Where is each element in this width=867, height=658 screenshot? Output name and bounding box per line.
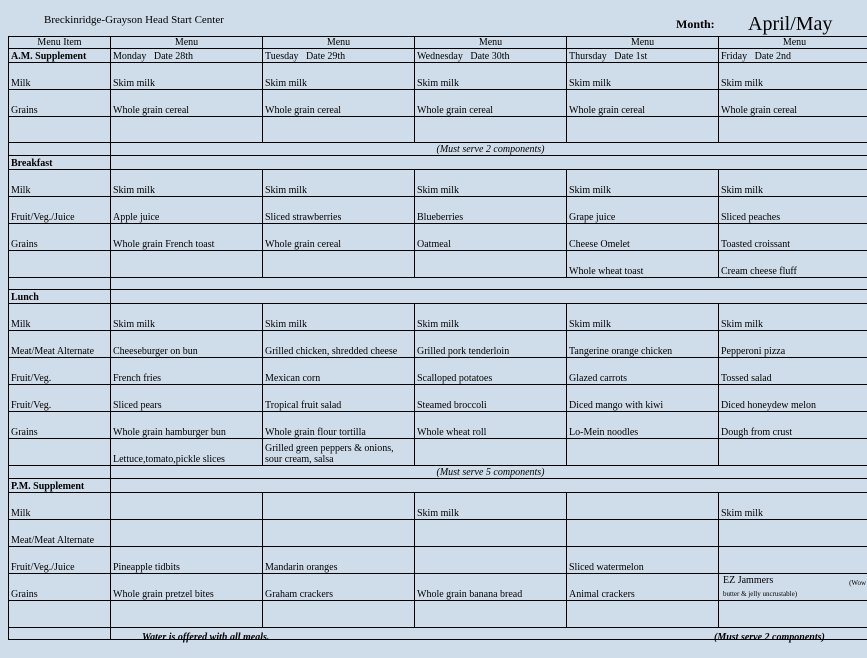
table-row	[9, 90, 867, 117]
menu-cell: Skim milk	[567, 63, 719, 90]
menu-cell: Skim milk	[567, 170, 719, 197]
section-row	[9, 290, 867, 304]
menu-cell: Whole grain cereal	[111, 90, 263, 117]
menu-cell: Skim milk	[415, 63, 567, 90]
table-row	[9, 224, 867, 251]
row-label: Fruit/Veg.	[9, 385, 111, 412]
row-label: Fruit/Veg.	[9, 358, 111, 385]
menu-cell: Lettuce,tomato,pickle slices	[111, 439, 263, 466]
menu-cell: Whole grain banana bread	[415, 574, 567, 601]
menu-cell: Toasted croissant	[719, 224, 867, 251]
menu-cell: Whole grain cereal	[263, 90, 415, 117]
menu-cell: Skim milk	[111, 170, 263, 197]
menu-cell: Skim milk	[415, 170, 567, 197]
table-row	[9, 601, 867, 628]
menu-cell: Animal crackers	[567, 574, 719, 601]
menu-cell: Dough from crust	[719, 412, 867, 439]
row-label: Milk	[9, 304, 111, 331]
menu-cell: Blueberries	[415, 197, 567, 224]
menu-cell	[567, 493, 719, 520]
menu-cell: Skim milk	[719, 63, 867, 90]
menu-cell: Whole grain cereal	[263, 224, 415, 251]
menu-cell	[415, 547, 567, 574]
lunch-note: (Must serve 5 components)	[111, 466, 867, 479]
menu-cell	[415, 520, 567, 547]
menu-cell: Skim milk	[415, 493, 567, 520]
menu-cell: Cheese Omelet	[567, 224, 719, 251]
menu-cell: Whole grain cereal	[567, 90, 719, 117]
menu-cell	[111, 493, 263, 520]
menu-cell: Grape juice	[567, 197, 719, 224]
menu-cell	[415, 251, 567, 278]
menu-cell: Whole grain pretzel bites	[111, 574, 263, 601]
table-row	[9, 412, 867, 439]
menu-cell: Mandarin oranges	[263, 547, 415, 574]
menu-cell: Tossed salad	[719, 358, 867, 385]
spacer-row	[9, 278, 867, 290]
menu-cell: Cheeseburger on bun	[111, 331, 263, 358]
menu-cell: Whole grain hamburger bun	[111, 412, 263, 439]
row-label: Meat/Meat Alternate	[9, 520, 111, 547]
table-row	[9, 170, 867, 197]
menu-cell: Graham crackers	[263, 574, 415, 601]
menu-cell: Diced mango with kiwi	[567, 385, 719, 412]
menu-cell: Glazed carrots	[567, 358, 719, 385]
menu-cell	[719, 520, 867, 547]
menu-cell: Skim milk	[719, 170, 867, 197]
menu-cell	[567, 439, 719, 466]
am-note: (Must serve 2 components)	[111, 143, 867, 156]
menu-cell: Skim milk	[719, 493, 867, 520]
month-label: Month:	[676, 17, 715, 31]
section-row	[9, 156, 867, 170]
menu-header: Menu	[415, 37, 567, 49]
menu-cell: Apple juice	[111, 197, 263, 224]
lunch-section-title: Lunch	[9, 290, 111, 304]
menu-cell: Scalloped potatoes	[415, 358, 567, 385]
menu-cell	[719, 439, 867, 466]
menu-cell: Pineapple tidbits	[111, 547, 263, 574]
footer-water-note: Water is offered with all meals.	[142, 632, 270, 643]
menu-cell	[415, 439, 567, 466]
menu-cell: Steamed broccoli	[415, 385, 567, 412]
table-row	[9, 197, 867, 224]
table-row	[9, 547, 867, 574]
menu-cell	[111, 251, 263, 278]
table-row	[9, 493, 867, 520]
menu-cell: Grilled pork tenderloin	[415, 331, 567, 358]
day-header: Wednesday Date 30th	[415, 49, 567, 63]
am-section-title: A.M. Supplement	[9, 49, 111, 63]
menu-cell: Whole wheat toast	[567, 251, 719, 278]
menu-header: Menu	[111, 37, 263, 49]
menu-header: Menu	[719, 37, 867, 49]
table-row	[9, 331, 867, 358]
menu-cell: Tropical fruit salad	[263, 385, 415, 412]
day-header: Tuesday Date 29th	[263, 49, 415, 63]
menu-cell: Mexican corn	[263, 358, 415, 385]
menu-cell: Grilled chicken, shredded cheese	[263, 331, 415, 358]
day-header: Thursday Date 1st	[567, 49, 719, 63]
menu-table	[8, 36, 867, 640]
row-label: Fruit/Veg./Juice	[9, 197, 111, 224]
fri-grains-sub: butter & jelly uncrustable)	[723, 590, 798, 598]
menu-cell: Whole grain flour tortilla	[263, 412, 415, 439]
row-label: Grains	[9, 224, 111, 251]
menu-cell: Whole grain cereal	[415, 90, 567, 117]
menu-cell: Lo-Mein noodles	[567, 412, 719, 439]
table-row	[9, 439, 867, 466]
row-label: Milk	[9, 63, 111, 90]
menu-cell: Whole grain French toast	[111, 224, 263, 251]
menu-header: Menu	[263, 37, 415, 49]
table-row	[9, 520, 867, 547]
menu-cell: Sliced strawberries	[263, 197, 415, 224]
pm-section-title: P.M. Supplement	[9, 479, 111, 493]
menu-cell: Skim milk	[263, 304, 415, 331]
menu-cell: Oatmeal	[415, 224, 567, 251]
menu-cell	[719, 547, 867, 574]
table-row	[9, 251, 867, 278]
menu-cell: Skim milk	[263, 63, 415, 90]
menu-cell: Skim milk	[567, 304, 719, 331]
section-row	[9, 479, 867, 493]
table-row	[9, 385, 867, 412]
menu-cell: Skim milk	[719, 304, 867, 331]
menu-cell: Skim milk	[111, 63, 263, 90]
row-label: Grains	[9, 412, 111, 439]
menu-cell: Sliced watermelon	[567, 547, 719, 574]
month-value: April/May	[748, 13, 833, 35]
day-header: Friday Date 2nd	[719, 49, 867, 63]
day-header: Monday Date 28th	[111, 49, 263, 63]
fri-grains-main: EZ Jammers	[723, 575, 774, 586]
breakfast-section-title: Breakfast	[9, 156, 111, 170]
note-row	[9, 466, 867, 479]
menu-header: Menu	[567, 37, 719, 49]
menu-cell: Skim milk	[111, 304, 263, 331]
fri-grains-side: (Wow	[849, 579, 866, 587]
menu-cell: Grilled green peppers & onions, sour cream, salsa	[263, 439, 415, 466]
menu-cell: Pepperoni pizza	[719, 331, 867, 358]
table-row	[9, 304, 867, 331]
menu-cell: Skim milk	[415, 304, 567, 331]
menu-cell	[111, 520, 263, 547]
menu-cell: Sliced pears	[111, 385, 263, 412]
row-label: Fruit/Veg./Juice	[9, 547, 111, 574]
footer-pm-note: (Must serve 2 components)	[714, 632, 825, 643]
menu-item-header: Menu Item	[9, 37, 111, 49]
menu-cell	[263, 520, 415, 547]
center-name: Breckinridge-Grayson Head Start Center	[44, 14, 224, 26]
column-header-row	[9, 37, 867, 49]
menu-cell	[719, 574, 867, 601]
row-label: Meat/Meat Alternate	[9, 331, 111, 358]
table-row	[9, 63, 867, 90]
day-header-row	[9, 49, 867, 63]
menu-cell: Cream cheese fluff	[719, 251, 867, 278]
menu-cell: Whole wheat roll	[415, 412, 567, 439]
menu-cell: Sliced peaches	[719, 197, 867, 224]
note-row	[9, 143, 867, 156]
table-row	[9, 574, 867, 601]
table-row	[9, 117, 867, 143]
menu-cell: Skim milk	[263, 170, 415, 197]
menu-cell: Tangerine orange chicken	[567, 331, 719, 358]
menu-cell: Whole grain cereal	[719, 90, 867, 117]
row-label: Milk	[9, 170, 111, 197]
row-label: Grains	[9, 574, 111, 601]
table-row	[9, 358, 867, 385]
menu-cell: Diced honeydew melon	[719, 385, 867, 412]
menu-cell: French fries	[111, 358, 263, 385]
menu-cell	[263, 251, 415, 278]
menu-cell	[263, 493, 415, 520]
row-label: Grains	[9, 90, 111, 117]
menu-cell	[567, 520, 719, 547]
row-label: Milk	[9, 493, 111, 520]
